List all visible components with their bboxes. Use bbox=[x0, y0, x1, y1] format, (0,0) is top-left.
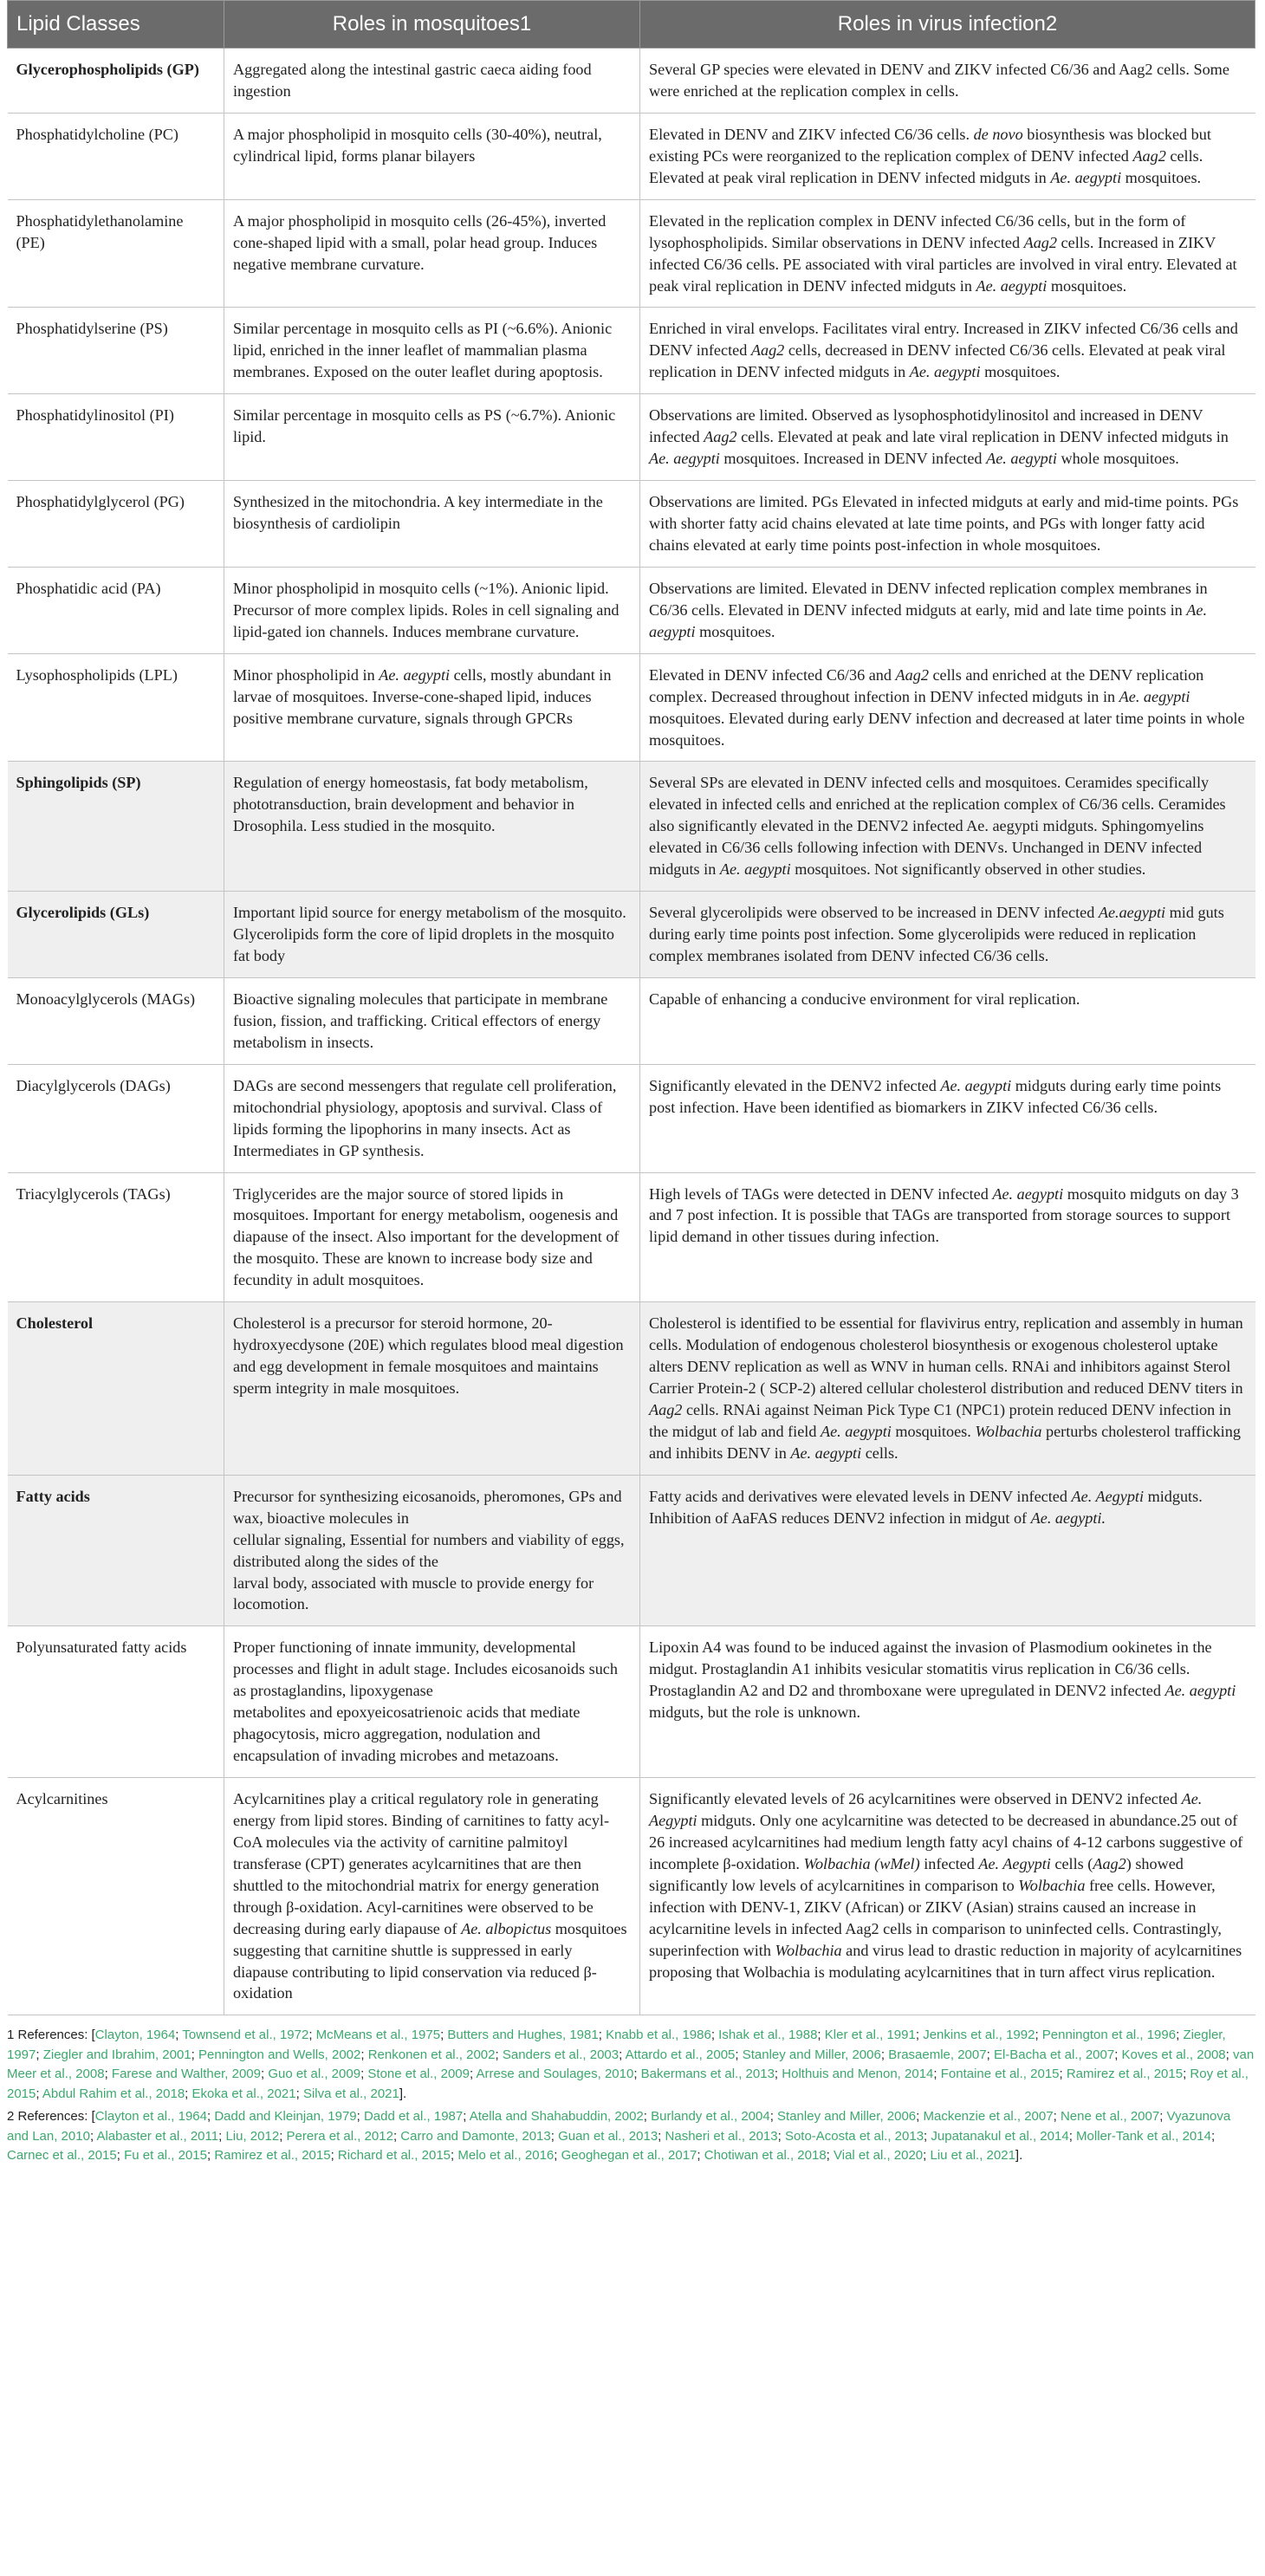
italic-text: Ae. aegypti bbox=[1164, 1682, 1236, 1700]
table-row bbox=[8, 1302, 1255, 1476]
header-roles-in-mosquitoes: Roles in mosquitoes1 bbox=[224, 1, 640, 49]
mosquito-role-cell bbox=[224, 892, 640, 978]
virus-role-cell bbox=[640, 1172, 1255, 1302]
cell-text: Observations are limited. Observed as lysophosphotidylinositol and increased in DENV infected bbox=[649, 406, 1203, 446]
reference-link[interactable]: Pennington and Wells, 2002 bbox=[198, 2047, 361, 2062]
reference-link[interactable]: Guan et al., 2013 bbox=[558, 2128, 658, 2144]
lipid-roles-table bbox=[7, 0, 1255, 2015]
mosquito-role-cell bbox=[224, 113, 640, 199]
reference-link[interactable]: Jupatanakul et al., 2014 bbox=[931, 2128, 1069, 2144]
mosquito-role-cell bbox=[224, 567, 640, 653]
cell-text: Observations are limited. PGs Elevated in infected midguts at early and mid-time points. PGs with shorter fatty acid chains elevated at late time points, and PGs with longer fatty acid chains elevated at early time points post-infection in whole mosquitoes. bbox=[649, 493, 1239, 554]
mosquito-role-cell bbox=[224, 1475, 640, 1626]
reference-link[interactable]: Knabb et al., 1986 bbox=[606, 2028, 711, 2043]
virus-role-cell bbox=[640, 762, 1255, 892]
virus-role-cell bbox=[640, 49, 1255, 114]
mosquito-role-cell bbox=[224, 1626, 640, 1778]
italic-text: Ae. aegypti bbox=[821, 1422, 892, 1440]
reference-link[interactable]: Abdul Rahim et al., 2018 bbox=[42, 2086, 185, 2101]
table-row bbox=[8, 199, 1255, 308]
virus-role-cell bbox=[640, 653, 1255, 762]
table-row bbox=[8, 308, 1255, 394]
reference-link[interactable]: Vial et al., 2020 bbox=[834, 2148, 924, 2164]
virus-role-cell bbox=[640, 113, 1255, 199]
reference-link[interactable]: Alabaster et al., 2011 bbox=[96, 2128, 219, 2144]
cell-text: Capable of enhancing a conducive environment for viral replication. bbox=[649, 990, 1080, 1008]
lipid-class-cell: Cholesterol bbox=[8, 1302, 224, 1476]
cell-text: Minor phospholipid in bbox=[233, 665, 380, 684]
cell-text: A major phospholipid in mosquito cells (26-45%), inverted cone-shaped lipid with a small, polar head group. Induces negative membrane curvature. bbox=[233, 211, 607, 273]
lipid-class-cell: Phosphatidylglycerol (PG) bbox=[8, 481, 224, 568]
cell-text: mosquitoes. bbox=[891, 1422, 976, 1440]
mosquito-role-cell bbox=[224, 977, 640, 1064]
mosquito-role-cell bbox=[224, 1302, 640, 1476]
header-lipid-classes: Lipid Classes bbox=[8, 1, 224, 49]
cell-text: A major phospholipid in mosquito cells (30-40%), neutral, cylindrical lipid, forms planar bilayers bbox=[233, 125, 602, 165]
italic-text: Aag2 bbox=[1132, 146, 1166, 165]
reference-link[interactable]: Arrese and Soulages, 2010 bbox=[476, 2067, 634, 2082]
lipid-class-cell: Sphingolipids (SP) bbox=[8, 762, 224, 892]
header-row bbox=[8, 1, 1255, 49]
table-row bbox=[8, 1778, 1255, 2015]
italic-text: Wolbachia (wMel) bbox=[803, 1854, 920, 1872]
reference-link[interactable]: Carro and Damonte, 2013 bbox=[400, 2128, 551, 2144]
cell-text: Significantly elevated in the DENV2 infected bbox=[649, 1076, 941, 1094]
italic-text: Ae. aegypti bbox=[992, 1184, 1064, 1203]
cell-text: cells ( bbox=[1050, 1854, 1093, 1872]
reference-link[interactable]: Jenkins et al., 1992 bbox=[923, 2028, 1035, 2043]
cell-text: Precursor for synthesizing eicosanoids, pheromones, GPs and wax, bioactive molecules in bbox=[233, 1487, 622, 1527]
table-row bbox=[8, 892, 1255, 978]
italic-text: Ae. Aegypti bbox=[978, 1854, 1051, 1872]
cell-text: larval body, associated with muscle to provide energy for locomotion. bbox=[233, 1574, 594, 1613]
lipid-class-cell: Phosphatidylethanolamine (PE) bbox=[8, 199, 224, 308]
reference-link[interactable]: Chotiwan et al., 2018 bbox=[704, 2148, 827, 2164]
reference-link[interactable]: Butters and Hughes, 1981 bbox=[447, 2028, 599, 2043]
italic-text: Ae. aegypti bbox=[790, 1444, 862, 1462]
table-row bbox=[8, 977, 1255, 1064]
cell-text: DAGs are second messengers that regulate cell proliferation, mitochondrial physiology, apoptosis and survival. Class of lipids forming the lipophorins in many insects. Act as Intermediates in GP synthesis. bbox=[233, 1076, 617, 1159]
reference-link[interactable]: Ishak et al., 1988 bbox=[718, 2028, 818, 2043]
italic-text: Ae. aegypti bbox=[649, 600, 1207, 640]
reference-link[interactable]: Mackenzie et al., 2007 bbox=[923, 2109, 1054, 2125]
italic-text: Aag2 bbox=[895, 665, 929, 684]
cell-text: Cholesterol is a precursor for steroid hormone, 20-hydroxyecdysone (20E) which regulates blood meal digestion and egg development in female mosquitoes and maintains sperm integrity in male mosquitoes. bbox=[233, 1314, 624, 1397]
lipid-class-cell: Acylcarnitines bbox=[8, 1778, 224, 2015]
cell-text: Enriched in viral envelops. Facilitates viral entry. Increased in ZIKV infected C6/36 cells and DENV infected bbox=[649, 320, 1238, 360]
cell-text: cells. Elevated at peak and late viral replication in DENV infected midguts in bbox=[736, 428, 1229, 446]
italic-text: Aag2 bbox=[1023, 233, 1057, 251]
cell-text: midguts, but the role is unknown. bbox=[649, 1703, 861, 1722]
virus-role-cell bbox=[640, 394, 1255, 481]
references-2: 2 References: [Clayton et al., 1964; Dadd and Kleinjan, 1979; Dadd et al., 1987; Atella and Shahabuddin, 2002; Burlandy et al., 2004; Stanley and Miller, 2006; Mackenzie et al., 2007; Nene et al., 2007; Vyazunova and Lan, 2010; Alabaster et al., 2011; Liu, 2012; Perera et al., 2012; Carro and Damonte, 2013; Guan et al., 2013; Nasheri et al., 2013; Soto-Acosta et al., 2013; Jupatanakul et al., 2014; Moller-Tank et al., 2014; Carnec et al., 2015; Fu et al., 2015; Ramirez et al., 2015; Richard et al., 2015; Melo et al., 2016; Geoghegan et al., 2017; Chotiwan et al., 2018; Vial et al., 2020; Liu et al., 2021]. bbox=[7, 2109, 1231, 2164]
lipid-class-cell: Monoacylglycerols (MAGs) bbox=[8, 977, 224, 1064]
italic-text: Ae. aegypti bbox=[1119, 687, 1190, 705]
reference-link[interactable]: Pennington et al., 1996 bbox=[1041, 2028, 1177, 2043]
reference-link[interactable]: Liu et al., 2021 bbox=[930, 2148, 1015, 2164]
italic-text: Wolbachia bbox=[975, 1422, 1042, 1440]
reference-link[interactable]: Kler et al., 1991 bbox=[824, 2028, 916, 2043]
reference-link[interactable]: Moller-Tank et al., 2014 bbox=[1076, 2128, 1211, 2144]
cell-text: Elevated in the replication complex in DENV infected C6/36 cells, but in the form of lysophospholipids. Similar observations in DENV infected bbox=[649, 211, 1186, 251]
cell-text: ) showed significantly low levels of acylcarnitines in comparison to bbox=[649, 1854, 1184, 1894]
cell-text: Significantly elevated levels of 26 acylcarnitines were observed in DENV2 infected bbox=[649, 1790, 1182, 1807]
header-roles-in-virus-infection: Roles in virus infection2 bbox=[640, 1, 1255, 49]
reference-link[interactable]: El-Bacha et al., 2007 bbox=[993, 2047, 1115, 2062]
cell-text: cells. Increased in ZIKV infected C6/36 cells. PE associated with viral particles are involved in viral entry. Elevated at peak viral replication in DENV infected midguts in bbox=[649, 233, 1237, 295]
references-label: 1 References: [ bbox=[7, 2028, 95, 2043]
reference-link[interactable]: McMeans et al., 1975 bbox=[315, 2028, 441, 2043]
virus-role-cell bbox=[640, 567, 1255, 653]
reference-link[interactable]: Liu, 2012 bbox=[225, 2128, 280, 2144]
cell-text: Observations are limited. Elevated in DENV infected replication complex membranes in C6/36 cells. Elevated in DENV infected midguts at early, mid and late time points in bbox=[649, 579, 1208, 619]
reference-link[interactable]: Holthuis and Menon, 2014 bbox=[782, 2067, 934, 2082]
cell-text: Elevated in DENV infected C6/36 and bbox=[649, 665, 896, 684]
mosquito-role-cell bbox=[224, 308, 640, 394]
italic-text: Ae.aegypti bbox=[1098, 904, 1166, 922]
reference-link[interactable]: Townsend et al., 1972 bbox=[182, 2028, 309, 2043]
mosquito-role-cell bbox=[224, 199, 640, 308]
italic-text: Aag2 bbox=[1093, 1854, 1126, 1872]
italic-text: Ae. aegypti bbox=[1050, 168, 1122, 186]
cell-text: whole mosquitoes. bbox=[1056, 450, 1179, 468]
cell-text: and virus lead to drastic reduction in majority of acylcarnitines proposing that Wolbachia is modulating acylcarnitines that in turn affect virus replication. bbox=[649, 1941, 1242, 1981]
table-row bbox=[8, 1626, 1255, 1778]
reference-link[interactable]: Burlandy et al., 2004 bbox=[651, 2109, 770, 2125]
reference-link[interactable]: Silva et al., 2021 bbox=[302, 2086, 399, 2101]
reference-link[interactable]: Atella and Shahabuddin, 2002 bbox=[469, 2109, 644, 2125]
cell-text: mosquitoes. bbox=[1047, 276, 1127, 295]
cell-text: Elevated in DENV and ZIKV infected C6/36 cells. bbox=[649, 125, 974, 143]
virus-role-cell bbox=[640, 1302, 1255, 1476]
italic-text: Ae. aegypti bbox=[649, 450, 720, 468]
cell-text: metabolites and epoxyeicosatrienoic acids that mediate phagocytosis, micro aggregation, nodulation and encapsulation of invading microbes and metazoans. bbox=[233, 1703, 581, 1765]
reference-link[interactable]: van Meer et al., 2008 bbox=[7, 2047, 1255, 2082]
mosquito-role-cell bbox=[224, 1172, 640, 1302]
reference-link[interactable]: Carnec et al., 2015 bbox=[7, 2148, 117, 2164]
reference-link[interactable]: Stanley and Miller, 2006 bbox=[777, 2109, 917, 2125]
cell-text: perturbs cholesterol trafficking and inhibits DENV in bbox=[649, 1422, 1241, 1462]
reference-link[interactable]: Ramirez et al., 2015 bbox=[214, 2148, 331, 2164]
table-row bbox=[8, 1172, 1255, 1302]
reference-link[interactable]: Guo et al., 2009 bbox=[268, 2067, 361, 2082]
cell-text: infected bbox=[919, 1854, 979, 1872]
cell-text: cells. bbox=[861, 1444, 898, 1462]
italic-text: Ae. aegypti bbox=[986, 450, 1057, 468]
table-row bbox=[8, 49, 1255, 114]
cell-text: mosquitoes suggesting that carnitine shuttle is suppressed in early diapause contributing to lipid conservation via reduced β-oxidation bbox=[233, 1919, 627, 2002]
italic-text: de novo bbox=[973, 125, 1023, 143]
cell-text: cells, mostly abundant in larvae of mosquitoes. Inverse-cone-shaped lipid, induces positive membrane curvature, signals through GPCRs bbox=[233, 665, 612, 727]
table-row bbox=[8, 762, 1255, 892]
mosquito-role-cell bbox=[224, 1064, 640, 1172]
references bbox=[7, 2026, 1255, 2166]
table-body bbox=[8, 49, 1255, 2015]
lipid-class-cell: Glycerolipids (GLs) bbox=[8, 892, 224, 978]
lipid-class-cell: Phosphatidylserine (PS) bbox=[8, 308, 224, 394]
lipid-class-cell: Fatty acids bbox=[8, 1475, 224, 1626]
reference-link[interactable]: Ekoka et al., 2021 bbox=[191, 2086, 296, 2101]
table-row bbox=[8, 481, 1255, 568]
mosquito-role-cell bbox=[224, 762, 640, 892]
reference-link[interactable]: Stone et al., 2009 bbox=[367, 2067, 470, 2082]
reference-link[interactable]: Stanley and Miller, 2006 bbox=[742, 2047, 881, 2062]
cell-text: free cells. However, infection with DENV-1, ZIKV (African) or ZIKV (Asian) strains caused an increase in acylcarnitine levels in infected Aag2 cells in comparison to uninfected cells. Contrastingly, superinfection with bbox=[649, 1876, 1222, 1959]
cell-text: Synthesized in the mitochondria. A key intermediate in the biosynthesis of cardiolipin bbox=[233, 493, 603, 532]
lipid-class-cell: Polyunsaturated fatty acids bbox=[8, 1626, 224, 1778]
italic-text: Ae. Aegypti bbox=[1071, 1487, 1145, 1505]
reference-link[interactable]: Renkonen et al., 2002 bbox=[367, 2047, 496, 2062]
virus-role-cell bbox=[640, 1626, 1255, 1778]
table-header bbox=[8, 1, 1255, 49]
virus-role-cell bbox=[640, 199, 1255, 308]
reference-link[interactable]: Clayton, 1964 bbox=[94, 2028, 176, 2043]
table-page bbox=[7, 0, 1255, 2166]
lipid-class-cell: Diacylglycerols (DAGs) bbox=[8, 1064, 224, 1172]
table-row bbox=[8, 113, 1255, 199]
virus-role-cell bbox=[640, 1064, 1255, 1172]
italic-text: Aag2 bbox=[704, 428, 737, 446]
cell-text: Several glycerolipids were observed to be increased in DENV infected bbox=[649, 904, 1099, 922]
cell-text: cells. Elevated at peak viral replication in DENV infected midguts in bbox=[649, 146, 1203, 186]
cell-text: midguts. Only one acylcarnitine was detected to be decreased in abundance.25 out of 26 increased acylcarnitines had medium length fatty acyl chains of 4-12 carbons suggestive of incomplete β-oxidation. bbox=[649, 1811, 1243, 1872]
italic-text: Wolbachia bbox=[775, 1941, 842, 1959]
reference-link[interactable]: Vyazunova and Lan, 2010 bbox=[7, 2109, 1231, 2144]
virus-role-cell bbox=[640, 308, 1255, 394]
references-end: ]. bbox=[399, 2086, 407, 2101]
reference-link[interactable]: Geoghegan et al., 2017 bbox=[561, 2148, 697, 2164]
italic-text: Ae. aegypti bbox=[909, 363, 981, 381]
italic-text: Ae. aegypti bbox=[379, 665, 451, 684]
reference-link[interactable]: Sanders et al., 2003 bbox=[502, 2047, 620, 2062]
lipid-class-cell: Phosphatidic acid (PA) bbox=[8, 567, 224, 653]
cell-text: Cholesterol is identified to be essential for flavivirus entry, replication and assembly in human cells. Modulation of endogenous cholesterol biosynthesis or exogenous cholesterol uptake alters DENV replication as well as WNV in human cells. RNAi and inhibitors against Sterol Carrier Protein-2 ( SCP-2) altered cellular cholesterol distribution and reduced DENV titers in bbox=[649, 1314, 1243, 1397]
reference-link[interactable]: Clayton et al., 1964 bbox=[94, 2109, 207, 2125]
italic-text: Ae. albopictus bbox=[461, 1919, 552, 1937]
reference-link[interactable]: Ziegler and Ibrahim, 2001 bbox=[42, 2047, 191, 2062]
cell-text: mosquitoes. bbox=[1121, 168, 1202, 186]
references-label: 2 References: [ bbox=[7, 2109, 95, 2125]
cell-text: biosynthesis was blocked but existing PCs were reorganized to the replication complex of DENV infected bbox=[649, 125, 1211, 165]
references-1: 1 References: [Clayton, 1964; Townsend et al., 1972; McMeans et al., 1975; Butters and Hughes, 1981; Knabb et al., 1986; Ishak et al., 1988; Kler et al., 1991; Jenkins et al., 1992; Pennington et al., 1996; Ziegler, 1997; Ziegler and Ibrahim, 2001; Pennington and Wells, 2002; Renkonen et al., 2002; Sanders et al., 2003; Attardo et al., 2005; Stanley and Miller, 2006; Brasaemle, 2007; El-Bacha et al., 2007; Koves et al., 2008; van Meer et al., 2008; Farese and Walther, 2009; Guo et al., 2009; Stone et al., 2009; Arrese and Soulages, 2010; Bakermans et al., 2013; Holthuis and Menon, 2014; Fontaine et al., 2015; Ramirez et al., 2015; Roy et al., 2015; Abdul Rahim et al., 2018; Ekoka et al., 2021; Silva et al., 2021]. bbox=[7, 2028, 1255, 2101]
cell-text: mosquitoes. bbox=[980, 363, 1061, 381]
mosquito-role-cell bbox=[224, 653, 640, 762]
virus-role-cell bbox=[640, 1475, 1255, 1626]
cell-text: cells, decreased in DENV infected C6/36 cells. Elevated at peak viral replication in DENV infected midguts in bbox=[649, 341, 1226, 381]
cell-text: cells and enriched at the DENV replication complex. Decreased throughout infection in DENV infected midguts in in bbox=[649, 665, 1204, 705]
cell-text: cellular signaling, Essential for numbers and viability of eggs, distributed along the sides of the bbox=[233, 1530, 625, 1570]
cell-text: midguts. Inhibition of AaFAS reduces DENV2 infection in midgut of bbox=[649, 1487, 1203, 1527]
virus-role-cell bbox=[640, 892, 1255, 978]
cell-text: Triglycerides are the major source of stored lipids in mosquitoes. Important for energy metabolism, oogenesis and diapause of the insect. Also important for the development of the mosquito. These are known to increase body size and fecundity in adult mosquitoes. bbox=[233, 1184, 620, 1289]
italic-text: Ae. aegypti. bbox=[1030, 1509, 1106, 1527]
cell-text: midguts during early time points post infection. Have been identified as biomarkers in ZIKV infected C6/36 cells. bbox=[649, 1076, 1222, 1116]
cell-text: cells. RNAi against Neiman Pick Type C1 (NPC1) protein reduced DENV infection in the midgut of lab and field bbox=[649, 1400, 1231, 1440]
reference-link[interactable]: Attardo et al., 2005 bbox=[625, 2047, 736, 2062]
reference-link[interactable]: Ramirez et al., 2015 bbox=[1066, 2067, 1184, 2082]
lipid-class-cell: Triacylglycerols (TAGs) bbox=[8, 1172, 224, 1302]
table-row bbox=[8, 567, 1255, 653]
cell-text: Proper functioning of innate immunity, developmental processes and flight in adult stage. Includes eicosanoids such as prostaglandins, lipoxygenase bbox=[233, 1638, 618, 1700]
cell-text: Fatty acids and derivatives were elevated levels in DENV infected bbox=[649, 1487, 1072, 1505]
cell-text: Regulation of energy homeostasis, fat body metabolism, phototransduction, brain development and behavior in Drosophila. Less studied in the mosquito. bbox=[233, 774, 588, 835]
italic-text: Ae. aegypti bbox=[719, 860, 791, 879]
reference-link[interactable]: Nene et al., 2007 bbox=[1060, 2109, 1160, 2125]
table-row bbox=[8, 1475, 1255, 1626]
cell-text: Important lipid source for energy metabolism of the mosquito. Glycerolipids form the core of lipid droplets in the mosquito fat body bbox=[233, 904, 626, 964]
italic-text: Aag2 bbox=[750, 341, 785, 360]
reference-link[interactable]: Richard et al., 2015 bbox=[337, 2148, 451, 2164]
virus-role-cell bbox=[640, 1778, 1255, 2015]
lipid-class-cell: Lysophospholipids (LPL) bbox=[8, 653, 224, 762]
table-row bbox=[8, 1064, 1255, 1172]
cell-text: Several SPs are elevated in DENV infected cells and mosquitoes. Ceramides specifically elevated in infected cells and enriched at the replication complex of C6/36 cells. Ceramides also significantly elevated in the DENV2 infected Ae. aegypti midguts. Sphingomyelins elevated in C6/36 cells following infection with DENVs. Unchanged in DENV infected midguts in bbox=[649, 774, 1226, 879]
lipid-class-cell: Phosphatidylinositol (PI) bbox=[8, 394, 224, 481]
cell-text: High levels of TAGs were detected in DENV infected bbox=[649, 1184, 993, 1203]
reference-link[interactable]: Soto-Acosta et al., 2013 bbox=[784, 2128, 924, 2144]
cell-text: Several GP species were elevated in DENV and ZIKV infected C6/36 and Aag2 cells. Some were enriched at the replication complex in cells. bbox=[649, 61, 1229, 100]
mosquito-role-cell bbox=[224, 1778, 640, 2015]
reference-link[interactable]: Fontaine et al., 2015 bbox=[940, 2067, 1060, 2082]
virus-role-cell bbox=[640, 977, 1255, 1064]
cell-text: mosquitoes. Elevated during early DENV infection and decreased at later time points in whole mosquitoes. bbox=[649, 709, 1245, 749]
italic-text: Ae. aegypti bbox=[940, 1076, 1012, 1094]
reference-link[interactable]: Melo et al., 2016 bbox=[457, 2148, 555, 2164]
table-row bbox=[8, 653, 1255, 762]
lipid-class-cell: Glycerophospholipids (GP) bbox=[8, 49, 224, 114]
mosquito-role-cell bbox=[224, 481, 640, 568]
italic-text: Ae. aegypti bbox=[976, 276, 1048, 295]
cell-text: Lipoxin A4 was found to be induced against the invasion of Plasmodium ookinetes in the midgut. Prostaglandin A1 inhibits vesicular stomatitis virus replication in C6/36 cells. Prostaglandin A2 and D2 and thromboxane were upregulated in DENV2 infected bbox=[649, 1638, 1212, 1700]
reference-link[interactable]: Roy et al., 2015 bbox=[7, 2067, 1249, 2101]
virus-role-cell bbox=[640, 481, 1255, 568]
italic-text: Ae. Aegypti bbox=[649, 1790, 1203, 1829]
cell-text: mosquitoes. Increased in DENV infected bbox=[719, 450, 987, 468]
mosquito-role-cell bbox=[224, 394, 640, 481]
cell-text: mosquito midguts on day 3 and 7 post infection. It is possible that TAGs are transported from storage sources to support lipid demand in other tissues during infection. bbox=[649, 1184, 1239, 1246]
reference-link[interactable]: Farese and Walther, 2009 bbox=[111, 2067, 261, 2082]
reference-link[interactable]: Brasaemle, 2007 bbox=[888, 2047, 987, 2062]
cell-text: Bioactive signaling molecules that participate in membrane fusion, fission, and trafficking. Critical effectors of energy metabolism in insects. bbox=[233, 990, 608, 1051]
lipid-class-cell: Phosphatidylcholine (PC) bbox=[8, 113, 224, 199]
cell-text: mosquitoes. bbox=[695, 622, 775, 640]
cell-text: Aggregated along the intestinal gastric caeca aiding food ingestion bbox=[233, 61, 592, 100]
mosquito-role-cell bbox=[224, 49, 640, 114]
reference-link[interactable]: Koves et al., 2008 bbox=[1121, 2047, 1226, 2062]
reference-link[interactable]: Fu et al., 2015 bbox=[124, 2148, 207, 2164]
reference-link[interactable]: Perera et al., 2012 bbox=[286, 2128, 393, 2144]
cell-text: mosquitoes. Not significantly observed in other studies. bbox=[790, 860, 1146, 879]
cell-text: Minor phospholipid in mosquito cells (~1%). Anionic lipid. Precursor of more complex lipids. Roles in cell signaling and lipid-gated ion channels. Induces membrane curvature. bbox=[233, 579, 620, 640]
reference-link[interactable]: Dadd and Kleinjan, 1979 bbox=[214, 2109, 357, 2125]
reference-link[interactable]: Nasheri et al., 2013 bbox=[665, 2128, 778, 2144]
cell-text: mid guts during early time points post infection. Some glycerolipids were reduced in replication complex membranes isolated from DENV infected C6/36 cells. bbox=[649, 904, 1224, 964]
table-row bbox=[8, 394, 1255, 481]
cell-text: Similar percentage in mosquito cells as PI (~6.6%). Anionic lipid, enriched in the inner leaflet of mammalian plasma membranes. Exposed on the outer leaflet during apoptosis. bbox=[233, 320, 613, 381]
references-end: ]. bbox=[1015, 2148, 1023, 2164]
reference-link[interactable]: Ziegler, 1997 bbox=[7, 2028, 1226, 2062]
cell-text: Acylcarnitines play a critical regulatory role in generating energy from lipid stores. Binding of carnitines to fatty acyl-CoA molecules via the activity of carnitine palmitoyl transferase (CPT) generates acylcarnitines that are then shuttled to the mitochondrial matrix for energy generation through β-oxidation. Acyl-carnitines were observed to be decreasing during early diapause of bbox=[233, 1790, 610, 1937]
italic-text: Aag2 bbox=[649, 1400, 683, 1418]
italic-text: Wolbachia bbox=[1018, 1876, 1086, 1894]
reference-link[interactable]: Bakermans et al., 2013 bbox=[640, 2067, 775, 2082]
reference-link[interactable]: Dadd et al., 1987 bbox=[363, 2109, 464, 2125]
cell-text: Similar percentage in mosquito cells as PS (~6.7%). Anionic lipid. bbox=[233, 406, 616, 446]
